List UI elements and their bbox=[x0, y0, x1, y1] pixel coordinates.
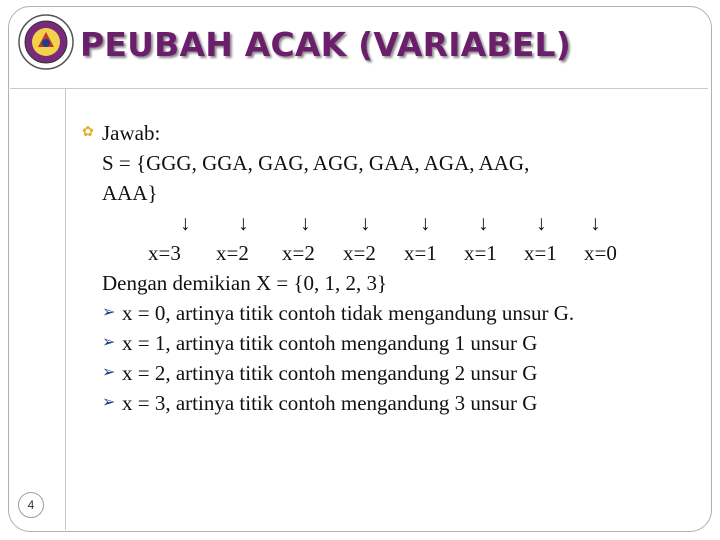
x-value: x=2 bbox=[216, 241, 249, 265]
down-arrow-icon: ↓ bbox=[300, 211, 311, 235]
arrow-bullet-icon: ➢ bbox=[102, 334, 116, 351]
x-value: x=0 bbox=[584, 241, 617, 265]
lead-text: Jawab: bbox=[102, 121, 161, 145]
page-number: 4 bbox=[18, 492, 44, 518]
down-arrow-icon: ↓ bbox=[180, 211, 191, 235]
sub-list-text: x = 3, artinya titik contoh mengandung 3 unsur G bbox=[122, 391, 538, 415]
x-value: x=3 bbox=[148, 241, 181, 265]
conclusion-text: Dengan demikian X = {0, 1, 2, 3} bbox=[102, 271, 388, 295]
slide-title: PEUBAH ACAK (VARIABEL) bbox=[80, 25, 572, 64]
x-value: x=1 bbox=[404, 241, 437, 265]
sub-list-item bbox=[82, 358, 702, 388]
sidebar-divider bbox=[65, 88, 66, 530]
arrow-bullet-icon: ➢ bbox=[102, 364, 116, 381]
slide-content bbox=[82, 118, 702, 418]
x-values-row bbox=[82, 238, 702, 268]
sub-list-item bbox=[82, 298, 702, 328]
sub-list-text: x = 0, artinya titik contoh tidak mengandung unsur G. bbox=[122, 301, 575, 325]
sample-space-line-2: AAA} bbox=[102, 181, 158, 205]
university-seal-icon bbox=[18, 14, 74, 70]
down-arrow-icon: ↓ bbox=[420, 211, 431, 235]
lead-item bbox=[82, 118, 702, 148]
sub-list-item bbox=[82, 328, 702, 358]
x-value: x=2 bbox=[343, 241, 376, 265]
down-arrow-icon: ↓ bbox=[238, 211, 249, 235]
down-arrow-icon: ↓ bbox=[360, 211, 371, 235]
header-divider bbox=[10, 88, 708, 89]
flower-bullet-icon: ✿ bbox=[82, 125, 94, 140]
mapping-arrows bbox=[82, 208, 702, 238]
arrow-bullet-icon: ➢ bbox=[102, 304, 116, 321]
x-value: x=1 bbox=[524, 241, 557, 265]
arrow-bullet-icon: ➢ bbox=[102, 394, 116, 411]
sub-list-text: x = 2, artinya titik contoh mengandung 2 unsur G bbox=[122, 361, 538, 385]
down-arrow-icon: ↓ bbox=[590, 211, 601, 235]
sample-space-line-1: S = {GGG, GGA, GAG, AGG, GAA, AGA, AAG, bbox=[102, 151, 530, 175]
x-value: x=1 bbox=[464, 241, 497, 265]
sub-list-text: x = 1, artinya titik contoh mengandung 1 unsur G bbox=[122, 331, 538, 355]
sub-list-item bbox=[82, 388, 702, 418]
down-arrow-icon: ↓ bbox=[536, 211, 547, 235]
x-value: x=2 bbox=[282, 241, 315, 265]
down-arrow-icon: ↓ bbox=[478, 211, 489, 235]
